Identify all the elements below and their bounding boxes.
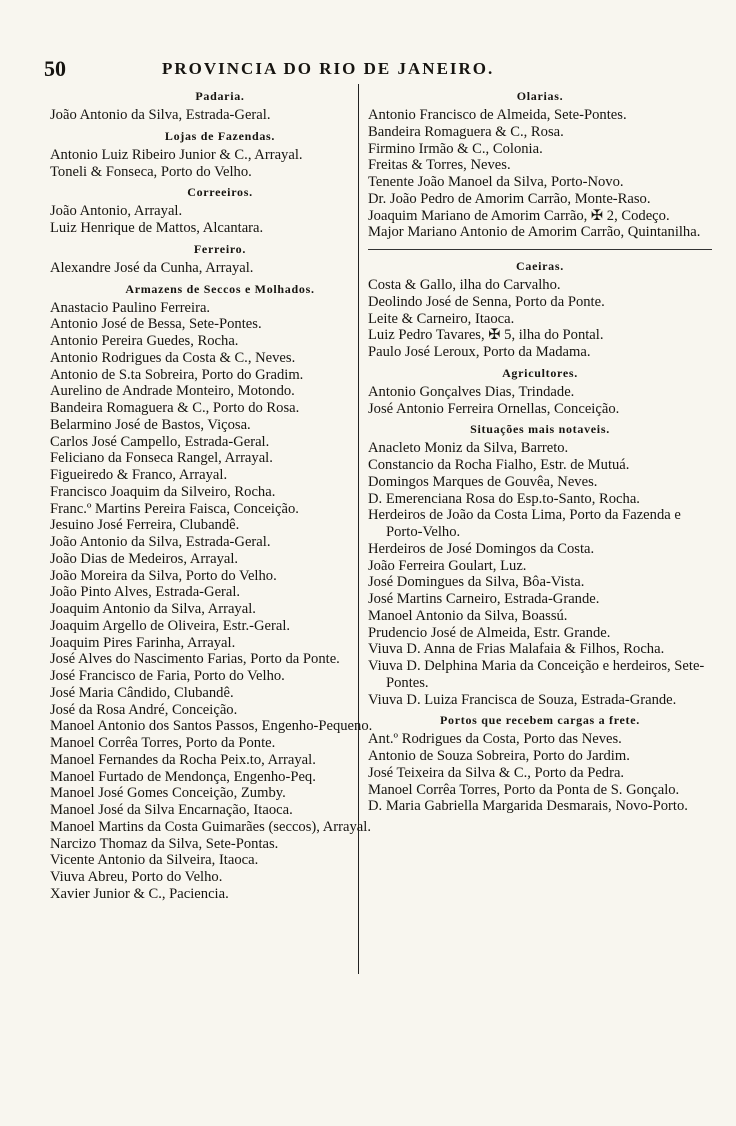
directory-entry: Major Mariano Antonio de Amorim Carrão, Quintanilha. [368,224,701,241]
section [50,128,390,181]
directory-entry: Constancio da Rocha Fialho, Estr. de Mutuá. [368,457,630,473]
directory-entry: Dr. João Pedro de Amorim Carrão, Monte-Raso. [368,190,651,207]
directory-entry: Viuva Abreu, Porto do Velho. [50,869,223,885]
directory-entry: José Antonio Ferreira Ornellas, Conceição. [368,400,620,417]
directory-entry: João Pinto Alves, Estrada-Geral. [50,584,241,601]
directory-entry: Ant.º Rodrigues da Costa, Porto das Neves. [368,731,622,748]
section-heading: Ferreiro. [193,241,247,256]
directory-entry: Leite & Carneiro, Itaoca. [368,310,515,327]
directory-entry: Deolindo José de Senna, Porto da Ponte. [368,293,605,310]
directory-entry: Freitas & Torres, Neves. [368,157,511,174]
section-rule [368,249,712,250]
section-heading: Agricultores. [502,365,578,380]
directory-entry: José Domingues da Silva, Bôa-Vista. [368,574,585,591]
directory-entry: Prudencio José de Almeida, Estr. Grande. [368,624,611,641]
section-heading: Lojas de Fazendas. [164,128,276,143]
section-heading: Padaria. [195,89,245,103]
directory-entry: José Maria Cândido, Clubandê. [50,684,234,701]
directory-entry: João Ferreira Goulart, Luz. [368,557,527,574]
directory-entry: João Antonio da Silva, Estrada-Geral. [50,534,271,550]
directory-entry: Anastacio Paulino Ferreira. [50,299,211,316]
directory-entry: Anacleto Moniz da Silva, Barreto. [368,440,569,457]
directory-entry: Domingos Marques de Gouvêa, Neves. [368,473,598,490]
section [50,281,390,903]
directory-entry: Joaquim Mariano de Amorim Carrão, ✠ 2, Codeço. [368,207,670,224]
directory-entry: Franc.º Martins Pereira Faisca, Conceição. [50,500,299,517]
directory-entry: Viuva D. Anna de Frias Malafaia & Filhos, Rocha. [368,641,665,658]
section [368,258,712,361]
directory-entry: Francisco Joaquim da Silveiro, Rocha. [50,483,276,500]
directory-entry: Manoel Antonio dos Santos Passos, Engenho-Pequeno. [50,718,373,735]
directory-entry: Manoel Corrêa Torres, Porto da Ponte. [50,735,276,751]
directory-entry: Tenente João Manoel da Silva, Porto-Novo. [368,174,624,190]
directory-entry: Alexandre José da Cunha, Arrayal. [50,259,254,276]
directory-entry: Jesuino José Ferreira, Clubandê. [50,517,240,534]
section [368,365,712,418]
directory-entry: João Antonio, Arrayal. [50,203,183,220]
directory-entry: Xavier Junior & C., Paciencia. [50,885,229,902]
directory-entry: Viuva D. Luiza Francisca de Souza, Estrada-Grande. [368,691,677,708]
directory-entry: Manoel Antonio da Silva, Boassú. [368,607,568,624]
directory-entry: D. Maria Gabriella Margarida Desmarais, Novo-Porto. [368,798,688,815]
section [50,184,390,237]
directory-entry: Antonio José de Bessa, Sete-Pontes. [50,316,262,333]
page-number: 50 [44,56,66,81]
directory-entry: Antonio de S.ta Sobreira, Porto do Gradim. [50,366,304,383]
page-header [44,56,554,84]
section-heading: Correeiros. [187,185,253,200]
directory-entry: Antonio de Souza Sobreira, Porto do Jardim. [368,748,630,764]
right-column [368,86,712,819]
directory-entry: Carlos José Campello, Estrada-Geral. [50,433,270,450]
directory-entry: José Teixeira da Silva & C., Porto da Pedra. [368,764,625,781]
directory-entry: José da Rosa André, Conceição. [50,701,238,718]
page-title: PROVINCIA DO RIO DE JANEIRO. [162,59,495,78]
section-heading: Caeiras. [516,259,564,273]
directory-entry: Joaquim Antonio da Silva, Arrayal. [50,601,256,617]
directory-entry: Antonio Rodrigues da Costa & C., Neves. [50,349,296,366]
directory-entry: José Alves do Nascimento Farias, Porto da Ponte. [50,651,340,668]
directory-entry: José Francisco de Faria, Porto do Velho. [50,668,285,684]
directory-entry: João Moreira da Silva, Porto do Velho. [50,567,277,584]
directory-entry: Manoel Corrêa Torres, Porto da Ponta de S. Gonçalo. [368,781,680,798]
directory-entry: Bandeira Romaguera & C., Porto do Rosa. [50,400,300,416]
directory-entry: Costa & Gallo, ilha do Carvalho. [368,277,561,293]
directory-entry: Antonio Pereira Guedes, Rocha. [50,333,239,349]
directory-entry: Feliciano da Fonseca Rangel, Arrayal. [50,450,273,467]
directory-entry: Manoel José Gomes Conceição, Zumby. [50,785,286,802]
section [368,421,712,708]
directory-entry: Manoel Martins da Costa Guimarães (seccos), Arrayal. [50,818,371,835]
directory-entry: Joaquim Pires Farinha, Arrayal. [50,634,236,651]
directory-entry: Bandeira Romaguera & C., Rosa. [368,123,564,140]
directory-entry: Antonio Francisco de Almeida, Sete-Pontes. [368,107,627,123]
section-heading: Portos que recebem cargas a frete. [440,713,640,728]
directory-entry: João Dias de Medeiros, Arrayal. [50,550,239,567]
section [50,88,390,124]
directory-entry: João Antonio da Silva, Estrada-Geral. [50,107,271,123]
directory-entry: Toneli & Fonseca, Porto do Velho. [50,163,252,180]
directory-entry: Paulo José Leroux, Porto da Madama. [368,344,591,360]
directory-entry: Belarmino José de Bastos, Viçosa. [50,416,251,433]
directory-entry: Firmino Irmão & C., Colonia. [368,140,543,157]
directory-entry: Herdeiros de João da Costa Lima, Porto da Fazenda e Porto-Velho. [368,507,681,540]
directory-entry: Luiz Pedro Tavares, ✠ 5, ilha do Pontal. [368,327,604,344]
section [50,241,390,277]
directory-entry: Antonio Gonçalves Dias, Trindade. [368,383,575,400]
left-column [50,86,390,907]
directory-entry: Manoel Fernandes da Rocha Peix.to, Arrayal. [50,751,316,768]
directory-entry: Manoel José da Silva Encarnação, Itaoca. [50,802,293,818]
section [368,712,712,815]
directory-entry: José Martins Carneiro, Estrada-Grande. [368,591,600,607]
directory-entry: Herdeiros de José Domingos da Costa. [368,540,595,557]
section-heading: Situações mais notaveis. [470,422,610,437]
directory-entry: Antonio Luiz Ribeiro Junior & C., Arrayal. [50,146,303,163]
directory-entry: Aurelino de Andrade Monteiro, Motondo. [50,383,295,400]
section-heading: Armazens de Seccos e Molhados. [125,281,315,296]
directory-entry: Joaquim Argello de Oliveira, Estr.-Geral. [50,617,291,634]
directory-entry: Narcizo Thomaz da Silva, Sete-Pontas. [50,835,279,852]
directory-entry: Vicente Antonio da Silveira, Itaoca. [50,852,259,869]
directory-entry: Manoel Furtado de Mendonça, Engenho-Peq. [50,768,316,785]
section-heading: Olarias. [516,89,564,103]
directory-entry: D. Emerenciana Rosa do Esp.to-Santo, Rocha. [368,490,640,507]
directory-entry: Viuva D. Delphina Maria da Conceição e herdeiros, Sete-Pontes. [368,658,705,691]
directory-entry: Luiz Henrique de Mattos, Alcantara. [50,220,264,236]
directory-entry: Figueiredo & Franco, Arrayal. [50,467,228,483]
section [368,88,712,241]
